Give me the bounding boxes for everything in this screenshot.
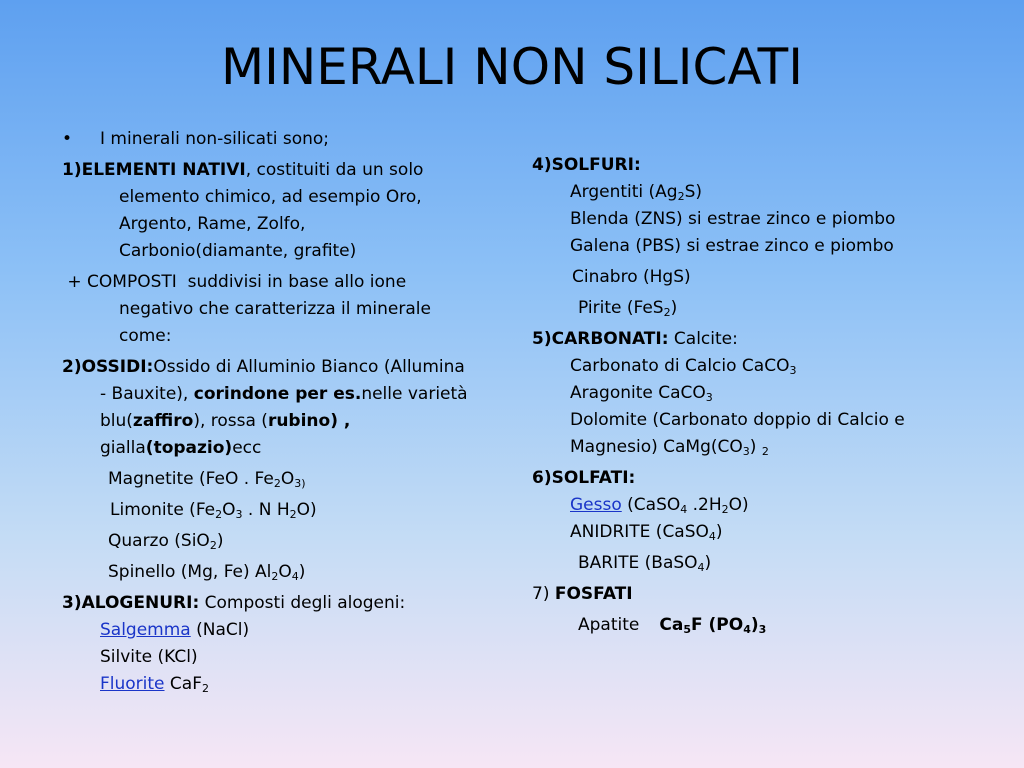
mineral-argentiti — [532, 179, 1002, 206]
composti-line: negativo che caratterizza il minerale — [119, 299, 431, 319]
text: ecc — [232, 438, 262, 458]
intro-text: I minerali non-silicati sono; — [100, 129, 330, 149]
subscript: 4 — [743, 623, 751, 636]
composti-line: come: — [119, 326, 172, 346]
mineral-aragonite — [532, 380, 1002, 407]
text: ) — [704, 553, 712, 573]
text: Pirite (FeS — [578, 298, 664, 318]
text: Ca — [659, 615, 684, 635]
section-solfuri — [532, 152, 1002, 179]
text: blu( — [100, 411, 133, 431]
text: Quarzo (SiO — [108, 531, 210, 551]
subscript: 4 — [697, 561, 705, 574]
text: Aragonite CaCO — [570, 383, 706, 403]
text: ) — [670, 298, 678, 318]
section-text-line: Argento, Rame, Zolfo, — [119, 214, 306, 234]
section-heading: FOSFATI — [554, 584, 633, 604]
text: gialla — [100, 438, 146, 458]
subscript: 3 — [705, 391, 713, 404]
text: Magnetite (FeO . Fe — [108, 469, 274, 489]
text: CaF — [164, 674, 202, 694]
text: ANIDRITE (CaSO — [570, 522, 709, 542]
ossidi-line — [62, 408, 502, 435]
apatite-label: Apatite — [578, 615, 640, 635]
mineral-apatite — [532, 612, 1002, 639]
subscript: 2 — [721, 503, 729, 516]
text: ) — [749, 437, 762, 457]
text: Carbonato di Calcio CaCO — [570, 356, 790, 376]
section-elementi-nativi — [62, 157, 502, 184]
subscript: 2 — [677, 190, 685, 203]
mineral-salgemma — [62, 617, 502, 644]
gesso-link[interactable]: Gesso — [570, 495, 622, 515]
subscript: 4 — [680, 503, 688, 516]
text: O) — [728, 495, 749, 515]
mineral-magnetite — [62, 466, 502, 493]
section-text-line: Carbonio(diamante, grafite) — [119, 241, 357, 261]
section-heading: 4)SOLFURI: — [532, 155, 641, 175]
bold-text: rubino) , — [267, 411, 351, 431]
mineral-quarzo — [62, 528, 502, 555]
bold-text: zaffiro — [132, 411, 194, 431]
subscript: 2 — [209, 539, 217, 552]
subscript: 5 — [683, 623, 691, 636]
text: O — [222, 500, 236, 520]
section-fosfati — [532, 581, 1002, 608]
text: (CaSO — [621, 495, 681, 515]
mineral-anidrite — [532, 519, 1002, 546]
section-number: 7) — [532, 584, 555, 604]
section-heading: 3)ALOGENURI: — [62, 593, 200, 613]
text: (NaCl) — [190, 620, 250, 640]
text: ) — [216, 531, 224, 551]
mineral-dolomite-cont — [532, 434, 1002, 461]
text: nelle varietà — [361, 384, 468, 404]
text: Limonite (Fe — [110, 500, 216, 520]
text: F (PO — [690, 615, 744, 635]
salgemma-link[interactable]: Salgemma — [100, 620, 191, 640]
text: BARITE (BaSO — [578, 553, 698, 573]
mineral-pirite — [532, 295, 1002, 322]
section-heading: 1)ELEMENTI NATIVI — [62, 160, 246, 180]
mineral-galena: Galena (PBS) si estrae zinco e piombo — [570, 236, 894, 256]
mineral-dolomite: Dolomite (Carbonato doppio di Calcio e — [570, 410, 905, 430]
ossidi-line — [62, 435, 502, 462]
section-alogenuri — [62, 590, 502, 617]
mineral-limonite — [62, 497, 502, 524]
text: ) — [298, 562, 306, 582]
subscript: 3 — [235, 508, 243, 521]
subscript: 2 — [271, 570, 279, 583]
subscript: 4 — [708, 530, 716, 543]
mineral-carbonato-calcio — [532, 353, 1002, 380]
text: O — [280, 469, 295, 489]
section-text: Composti degli alogeni: — [199, 593, 406, 613]
subscript: 3) — [294, 477, 306, 490]
text: - Bauxite), — [100, 384, 194, 404]
subscript: 2 — [215, 508, 223, 521]
text: . N H — [242, 500, 290, 520]
subscript: 3 — [789, 364, 797, 377]
section-text: Calcite: — [668, 329, 738, 349]
section-carbonati — [532, 326, 1002, 353]
section-heading: 2)OSSIDI: — [62, 357, 154, 377]
text: ) — [715, 522, 723, 542]
mineral-cinabro: Cinabro (HgS) — [572, 267, 691, 287]
intro-bullet — [62, 126, 502, 153]
subscript: 3 — [742, 445, 750, 458]
subscript: 2 — [761, 445, 769, 458]
bold-text: (topazio) — [145, 438, 233, 458]
section-heading: 6)SOLFATI: — [532, 468, 636, 488]
text: .2H — [687, 495, 722, 515]
section-text: Ossido di Alluminio Bianco (Allumina — [153, 357, 465, 377]
mineral-spinello — [62, 559, 502, 586]
apatite-formula — [659, 615, 766, 635]
mineral-barite — [532, 550, 1002, 577]
section-heading: 5)CARBONATI: — [532, 329, 669, 349]
section-text: , costituiti da un solo — [245, 160, 424, 180]
text: O — [278, 562, 292, 582]
mineral-silvite: Silvite (KCl) — [100, 647, 198, 667]
fluorite-link[interactable]: Fluorite — [100, 674, 165, 694]
left-column — [62, 126, 502, 698]
text: Magnesio) CaMg(CO — [570, 437, 743, 457]
section-solfati — [532, 465, 1002, 492]
section-ossidi — [62, 354, 502, 381]
text: Argentiti (Ag — [570, 182, 678, 202]
slide-title: MINERALI NON SILICATI — [221, 38, 803, 96]
text: Spinello (Mg, Fe) Al — [108, 562, 272, 582]
text: ), rossa ( — [193, 411, 268, 431]
text: S) — [684, 182, 703, 202]
right-column — [532, 152, 1002, 639]
mineral-fluorite — [62, 671, 502, 698]
bold-text: corindone per es. — [193, 384, 362, 404]
bullet-icon: • — [62, 129, 73, 149]
mineral-blenda: Blenda (ZNS) si estrae zinco e piombo — [570, 209, 896, 229]
section-text-line: elemento chimico, ad esempio Oro, — [119, 187, 422, 207]
subscript: 2 — [202, 682, 209, 695]
subscript: 2 — [289, 508, 297, 521]
subscript: 2 — [273, 477, 281, 490]
composti-line: + COMPOSTI suddivisi in base allo ione — [62, 272, 407, 292]
text: O) — [296, 500, 317, 520]
ossidi-line — [62, 381, 502, 408]
text: ) — [750, 615, 759, 635]
subscript: 4 — [291, 570, 299, 583]
subscript: 2 — [663, 306, 671, 319]
subscript: 3 — [758, 623, 767, 636]
mineral-gesso — [532, 492, 1002, 519]
